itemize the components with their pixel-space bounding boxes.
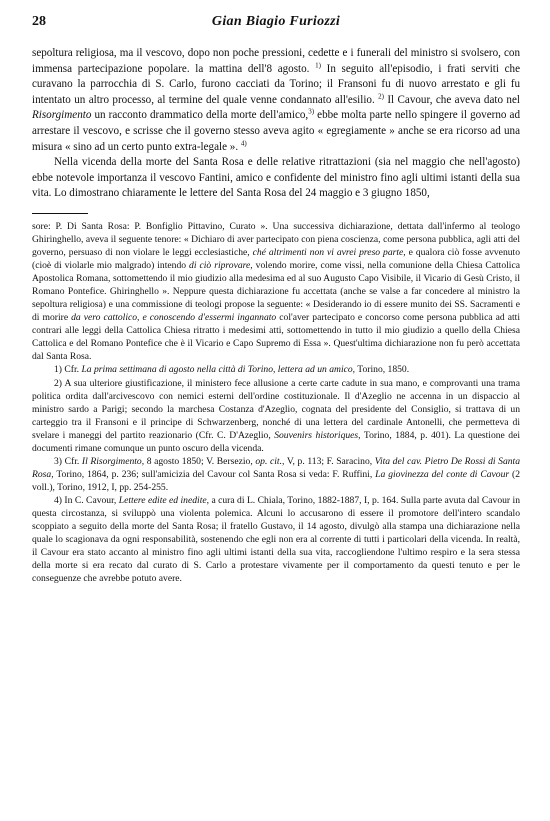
running-head: Gian Biagio Furiozzi (211, 14, 341, 29)
footnote-ref-4: 4) (240, 138, 247, 147)
page-header (32, 14, 520, 36)
footnote-3: 3) Cfr. Il Risorgimento, 8 agosto 1850; V. Bersezio, op. cit., V, p. 113; F. Saracino, Vita del cav. Pietro De Rossi di Santa Rosa, Torino, 1864, p. 236; sull'amicizia del Cavour col Santa Rosa si veda: F. Ruffini, La giovinezza del conte di Cavour (2 voll.), Torino, 1912, I, pp. 254-255. (32, 455, 521, 493)
footnotes (32, 220, 520, 585)
footnote-continuation: sore: P. Di Santa Rosa: P. Bonfiglio Pittavino, Curato ». Una successiva dichiarazione, dettata dall'infermo al teologo Ghiringhello, aveva il seguente tenore: « Dichiaro di aver partecipato con piena coscienza, come persona pubblica, agli atti del governo, persuaso di non violare le leggi ecclesiastiche, ché altrimenti non vi avrei preso parte, e qualora ciò fosse avvenuto (cioè di violarle mio malgrado) intendo di ciò riprovare, volendo morire, come vissi, nella comunione della Chiesa Cattolica Apostolica Romana, sottomettendo il mio giudizio alla medesima ed al suo Augusto Capo Visibile, il Vicario di Gesù Cristo, il Romano Pontefice. Ghiringhello ». Neppure questa dichiarazione fu accettata (anche se valse a far concedere al ministro la sepoltura religiosa) e una commissione di teologi propose la seguente: « Desiderando io di essere munito dei SS. Sacramenti e di morire da vero cattolico, e conoscendo d'essermi ingannato col'aver partecipato e concorso come persona pubblica ad atti contrari alle leggi della Cattolica Chiesa ritratto i medesimi atti, sottomettendo in tutto il mio giudizio a quello della Chiesa Cattolica e del Romano Pontefice che è il Vicario e Capo Supremo di Essa ». Quest'ultima dichiarazione non fu però accettata dal Santa Rosa. (32, 220, 520, 363)
page-number: 28 (32, 14, 46, 29)
footnote-1: 1) Cfr. La prima settimana di agosto nella città di Torino, lettera ad un amico, Torino, 1850. (54, 364, 410, 376)
footnote-ref-1: 1) (315, 60, 321, 69)
footnote-2: 2) A sua ulteriore giustificazione, il ministero fece allusione a certe carte cadute in sua mano, e comprovanti una trama politica ordita dall'arcivescovo con nemici esterni dell'ordine costituzionale. Il d'Azeglio ne accenna in un dispaccio al ministro sardo a Parigi; secondo la marchesa Costanza d'Azeglio, cognata del presidente del Consiglio, si trattava di un carteggio tra il Fransoni e il principe di Schwarzenberg, nonché di una lettera del cardinale Antonelli, che permetteva di svelare i maneggi del partito reazionario (Cfr. C. D'Azeglio, Souvenirs historiques, Torino, 1884, p. 401). La questione dei documenti rimane comunque un punto oscuro della vicenda. (32, 377, 521, 454)
footnote-4: 4) In C. Cavour, Lettere edite ed inedite, a cura di L. Chiala, Torino, 1882-1887, I, p. 164. Sulla parte avuta dal Cavour in questa circostanza, si sviluppò una violenta polemica. Alcuni lo accusarono di essere il promotore dell'intero scandalo scoppiato a seguito della morte del Santa Rosa; il fratello Gustavo, il 14 agosto, divulgò alla stampa una dichiarazione nella quale lo scagionava da ogni responsabilità, sostenendo che egli non era al corrente di tutti i particolari della vicenda. In realtà, il Cavour era stato accanto al ministro fino agli ultimi istanti della sua vita, raccogliendone l'ultimo respiro e la sera stessa della morte si era recato dal curato di S. Carlo a protestare vivamente per il comportamento da questi tenuto e per le conseguenze che avrebbe potuto avere. (32, 494, 521, 585)
paragraph-2: Nella vicenda della morte del Santa Rosa e delle relative ritrattazioni (sia nel maggio che nell'agosto) ebbe notevole importanza il vescovo Fantini, amico e confidente del ministro fino agli ultimi istanti della sua vita. Lo dimostrano chiaramente le lettere del Santa Rosa del 24 maggio e 3 giugno 1850, (32, 156, 520, 200)
paragraph-1: sepoltura religiosa, ma il vescovo, dopo non poche pressioni, cedette e i funerali del ministro si svolsero, con immensa partecipazione popolare. la mattina dell'8 agosto. $^{1)}$ In seguito all'episodio, i frati serviti che curavano la parrocchia di S. Carlo, furono cacciati da Torino; il Fransoni fu di nuovo arrestato e gli fu intentato un altro processo, al termine del quale venne condannato all'esilio. $^{2)}$ Il Cavour, che aveva dato nel Risorgimento un racconto drammatico della morte dell'amico,$^{3)}$ ebbe molta parte nello spingere il governo ad arrestare il vescovo, e scrisse che il governo stesso aveva agito « egregiamente » anche se era ricorso ad una misura « sino ad un certo punto extra-legale ». $^{4)}$ (32, 47, 520, 153)
footnote-separator (32, 213, 88, 214)
main-text (32, 46, 520, 202)
footnote-ref-2: 2) (378, 92, 384, 101)
footnote-ref-3: 3) (308, 107, 315, 116)
